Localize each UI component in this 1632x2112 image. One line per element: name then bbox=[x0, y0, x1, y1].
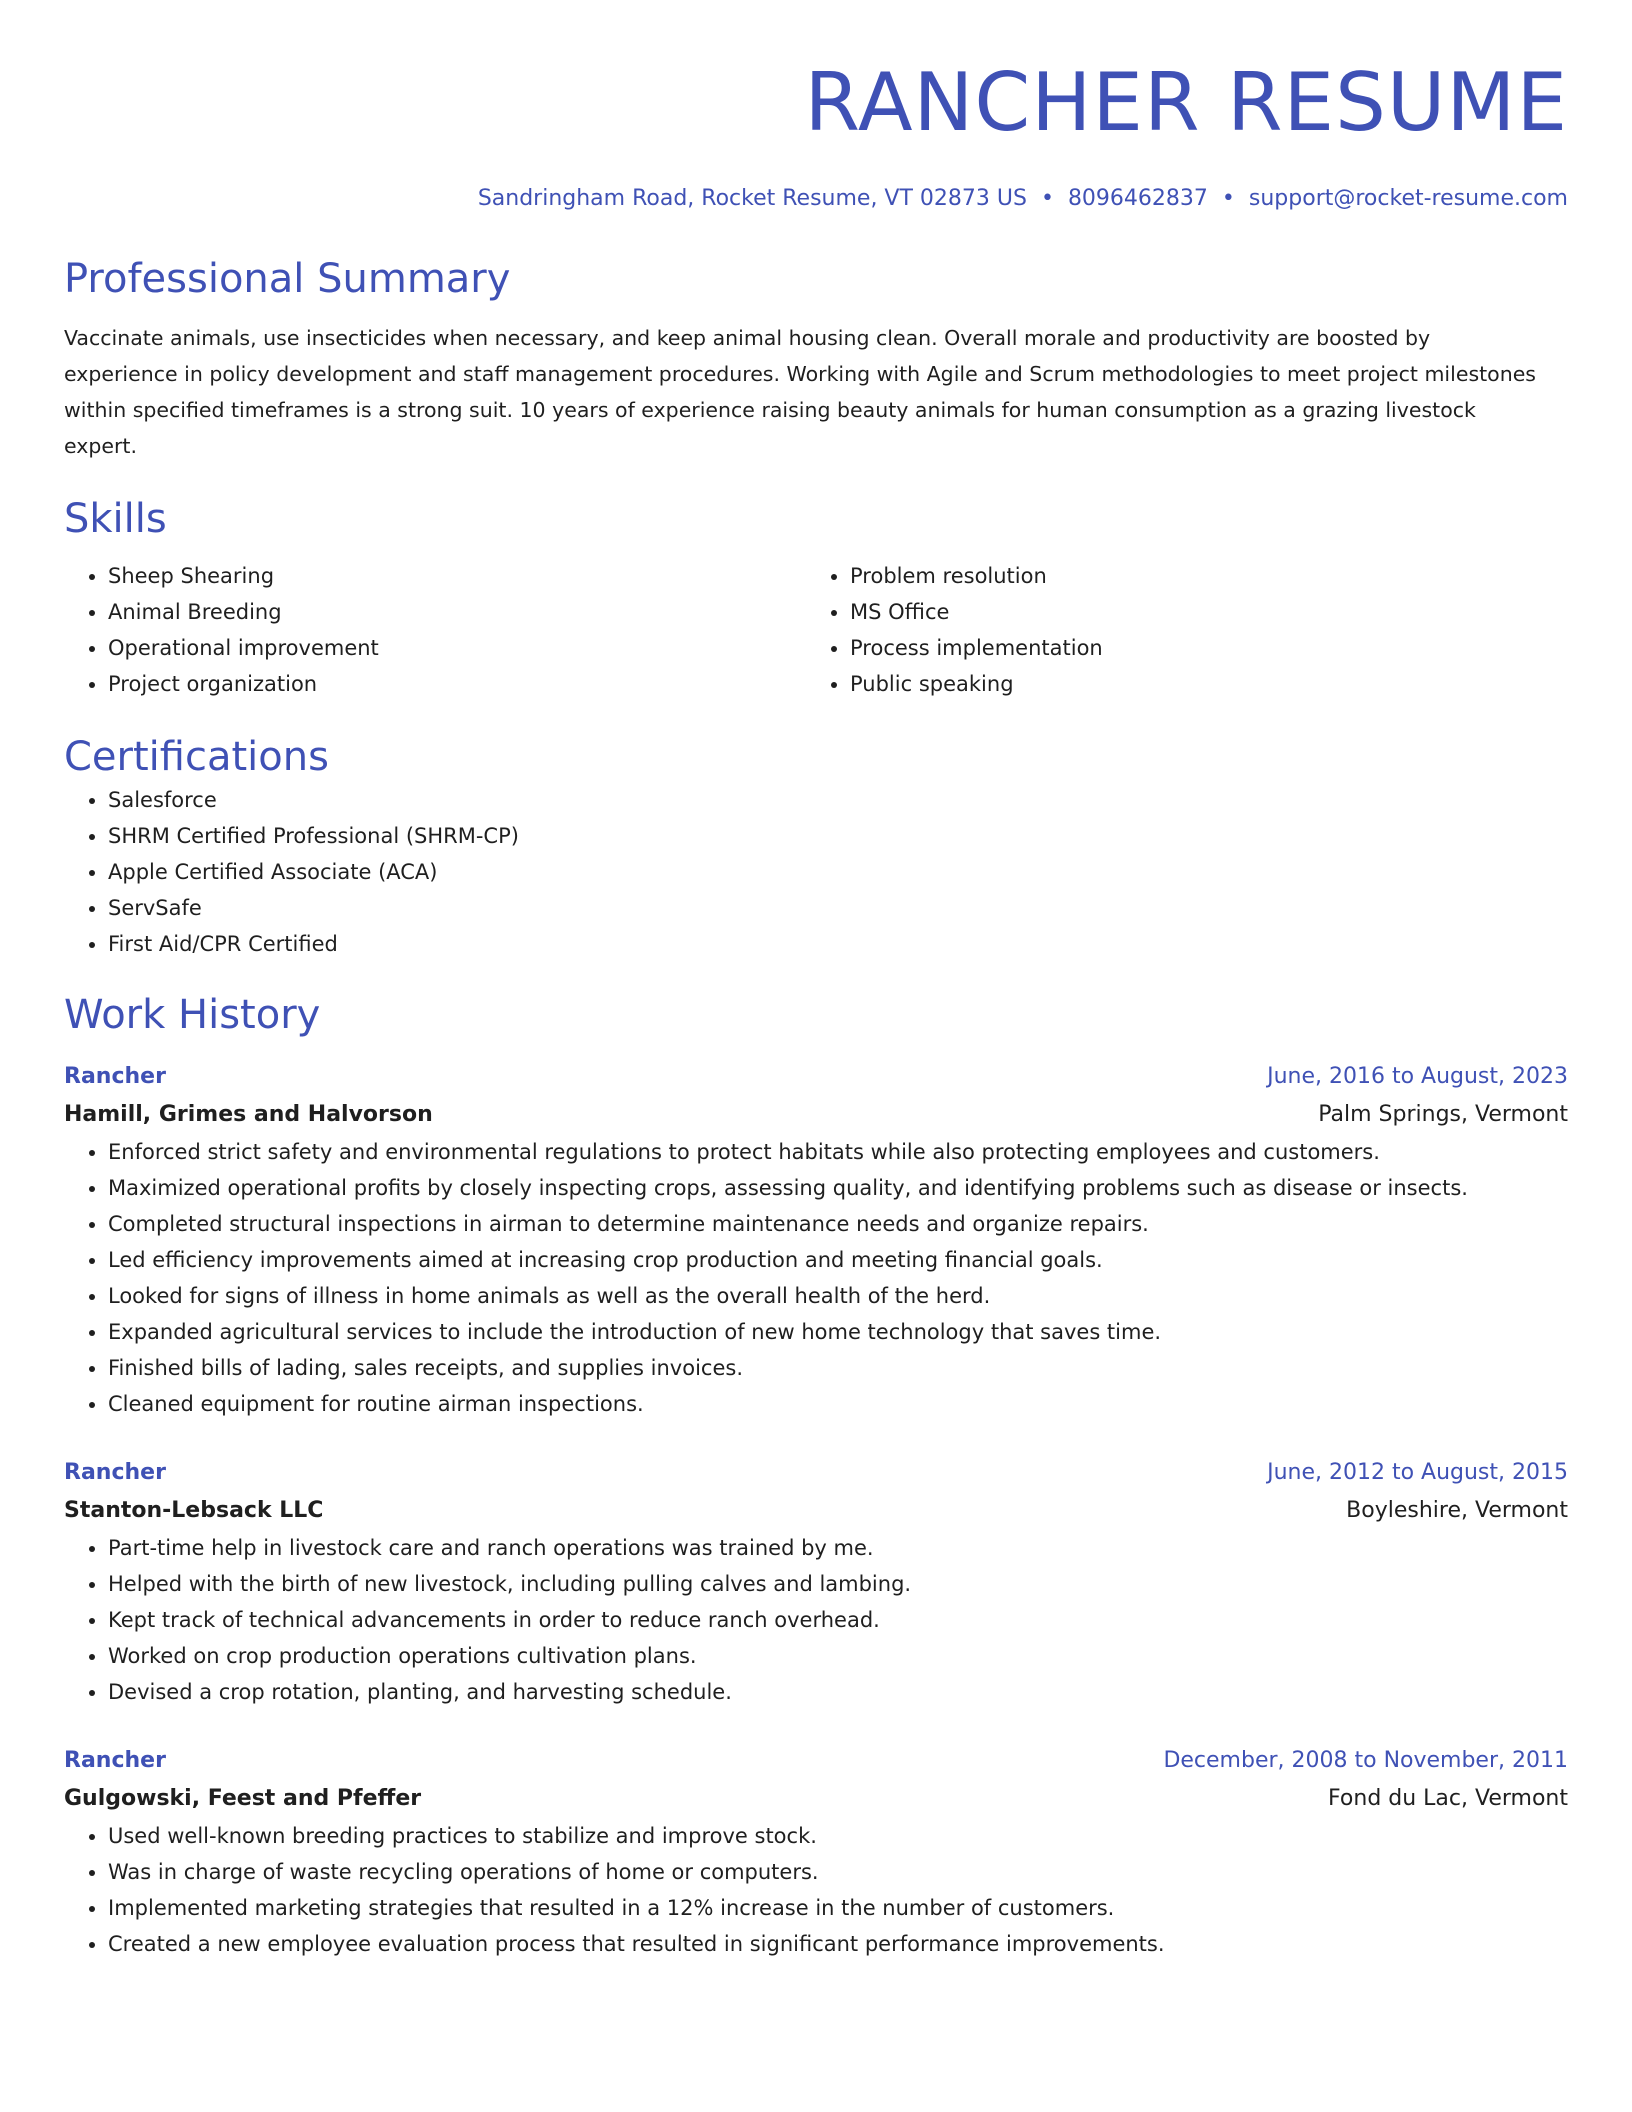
job-entry bbox=[64, 1454, 1568, 1710]
certification-item: • ServSafe bbox=[108, 890, 1568, 926]
skill-item: • Public speaking bbox=[850, 666, 1548, 702]
job-entry bbox=[64, 1742, 1568, 1962]
job-header-row bbox=[64, 1742, 1568, 1780]
job-bullets bbox=[64, 1818, 1568, 1962]
job-bullet: • Completed structural inspections in airman to determine maintenance needs and organize repairs. bbox=[108, 1206, 1568, 1242]
job-company: Gulgowski, Feest and Pfeffer bbox=[64, 1786, 422, 1811]
skill-item: • Animal Breeding bbox=[108, 594, 806, 630]
job-bullets bbox=[64, 1530, 1568, 1710]
contact-separator: • bbox=[1221, 186, 1235, 211]
summary-heading: Professional Summary bbox=[64, 256, 511, 302]
skill-item: • Operational improvement bbox=[108, 630, 806, 666]
skill-item: • Project organization bbox=[108, 666, 806, 702]
skills-list-right bbox=[806, 558, 1548, 702]
job-bullet: • Looked for signs of illness in home animals as well as the overall health of the herd. bbox=[108, 1278, 1568, 1314]
skill-item: • Problem resolution bbox=[850, 558, 1548, 594]
job-bullet: • Worked on crop production operations cultivation plans. bbox=[108, 1638, 1568, 1674]
job-bullet: • Led efficiency improvements aimed at increasing crop production and meeting financial goals. bbox=[108, 1242, 1568, 1278]
skills-list-left bbox=[64, 558, 806, 702]
skills-column-right bbox=[806, 558, 1548, 702]
certification-item: • SHRM Certified Professional (SHRM-CP) bbox=[108, 818, 1568, 854]
job-company-row bbox=[64, 1492, 1568, 1530]
contact-email[interactable]: support@rocket-resume.com bbox=[1248, 186, 1568, 211]
skill-item: • MS Office bbox=[850, 594, 1548, 630]
job-bullet: • Used well-known breeding practices to stabilize and improve stock. bbox=[108, 1818, 1568, 1854]
certifications-list bbox=[64, 782, 1568, 962]
skill-item: • Process implementation bbox=[850, 630, 1548, 666]
job-header-row bbox=[64, 1454, 1568, 1492]
job-title: Rancher bbox=[64, 1460, 166, 1485]
job-bullet: • Kept track of technical advancements in order to reduce ranch overhead. bbox=[108, 1602, 1568, 1638]
job-bullet: • Enforced strict safety and environmental regulations to protect habitats while also protecting employees and customers. bbox=[108, 1134, 1568, 1170]
job-bullet: • Maximized operational profits by closely inspecting crops, assessing quality, and identifying problems such as disease or insects. bbox=[108, 1170, 1568, 1206]
job-location: Palm Springs, Vermont bbox=[1318, 1102, 1568, 1127]
job-bullet: • Devised a crop rotation, planting, and harvesting schedule. bbox=[108, 1674, 1568, 1710]
contact-phone: 8096462837 bbox=[1067, 186, 1208, 211]
contact-address: Sandringham Road, Rocket Resume, VT 02873 US bbox=[477, 186, 1027, 211]
job-company-row bbox=[64, 1096, 1568, 1134]
job-dates: December, 2008 to November, 2011 bbox=[1163, 1748, 1568, 1773]
certification-item: • Apple Certified Associate (ACA) bbox=[108, 854, 1568, 890]
job-company-row bbox=[64, 1780, 1568, 1818]
skills-column-left bbox=[64, 558, 806, 702]
contact-line bbox=[64, 184, 1568, 214]
job-company: Stanton-Lebsack LLC bbox=[64, 1498, 324, 1523]
job-dates: June, 2016 to August, 2023 bbox=[1267, 1064, 1568, 1089]
certifications-heading: Certifications bbox=[64, 734, 329, 780]
job-bullet: • Part-time help in livestock care and ranch operations was trained by me. bbox=[108, 1530, 1568, 1566]
job-bullet: • Cleaned equipment for routine airman inspections. bbox=[108, 1386, 1568, 1422]
job-title: Rancher bbox=[64, 1064, 166, 1089]
job-bullet: • Expanded agricultural services to include the introduction of new home technology that saves time. bbox=[108, 1314, 1568, 1350]
contact-separator: • bbox=[1040, 186, 1054, 211]
job-location: Fond du Lac, Vermont bbox=[1328, 1786, 1568, 1811]
job-bullet: • Implemented marketing strategies that resulted in a 12% increase in the number of customers. bbox=[108, 1890, 1568, 1926]
work-history-heading: Work History bbox=[64, 992, 321, 1038]
job-bullet: • Created a new employee evaluation process that resulted in significant performance improvements. bbox=[108, 1926, 1568, 1962]
job-header-row bbox=[64, 1058, 1568, 1096]
job-bullet: • Helped with the birth of new livestock, including pulling calves and lambing. bbox=[108, 1566, 1568, 1602]
skills-heading: Skills bbox=[64, 496, 167, 542]
job-dates: June, 2012 to August, 2015 bbox=[1267, 1460, 1568, 1485]
job-location: Boyleshire, Vermont bbox=[1346, 1498, 1568, 1523]
job-title: Rancher bbox=[64, 1748, 166, 1773]
job-bullet: • Was in charge of waste recycling operations of home or computers. bbox=[108, 1854, 1568, 1890]
summary-text: Vaccinate animals, use insecticides when necessary, and keep animal housing clean. Overall morale and productivity are boosted by experience in policy development and staff management procedures. Working with Agile and Scrum methodologies to meet project milestones within specified timeframes is a strong suit. 10 years of experience raising beauty animals for human consumption as a grazing livestock expert. bbox=[64, 326, 1536, 458]
job-bullet: • Finished bills of lading, sales receipts, and supplies invoices. bbox=[108, 1350, 1568, 1386]
certification-item: • Salesforce bbox=[108, 782, 1568, 818]
skill-item: • Sheep Shearing bbox=[108, 558, 806, 594]
resume-page bbox=[64, 48, 1568, 1962]
job-entry bbox=[64, 1058, 1568, 1422]
job-company: Hamill, Grimes and Halvorson bbox=[64, 1102, 433, 1127]
job-bullets bbox=[64, 1134, 1568, 1422]
skills-grid bbox=[64, 558, 1568, 702]
resume-name: RANCHER RESUME bbox=[804, 56, 1568, 149]
certification-item: • First Aid/CPR Certified bbox=[108, 926, 1568, 962]
